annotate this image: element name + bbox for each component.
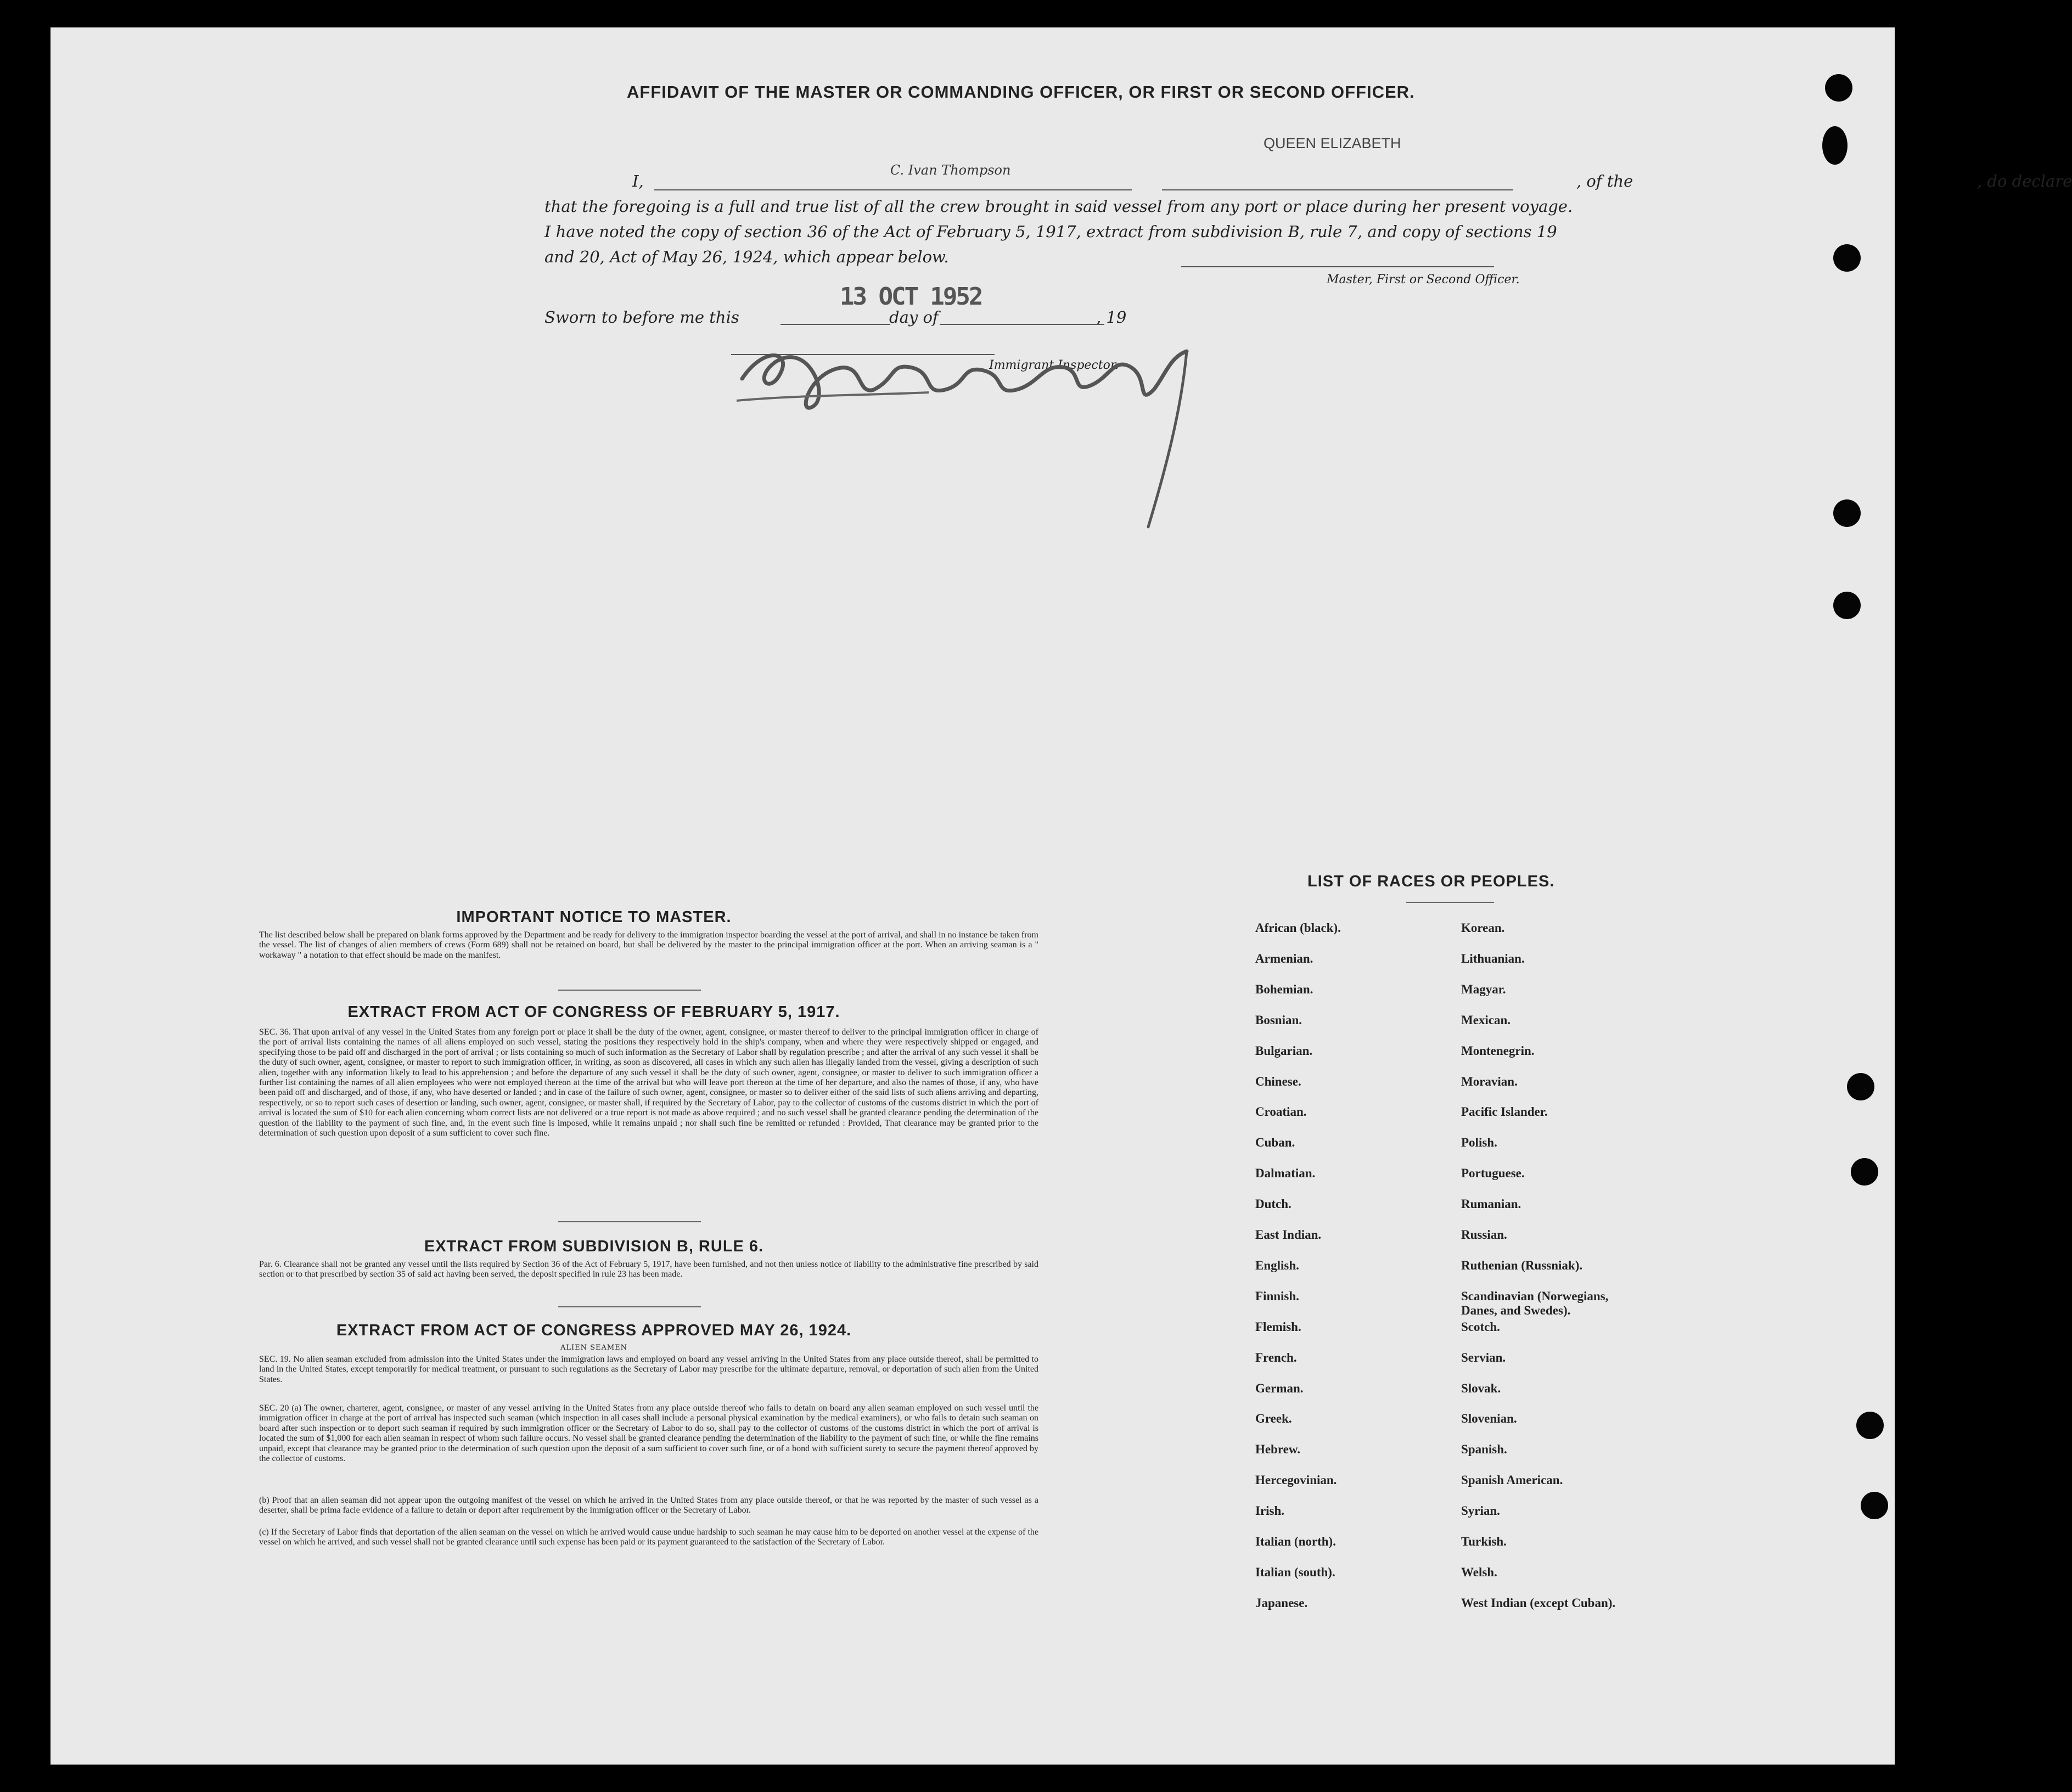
master-caption: Master, First or Second Officer. [1327,273,1520,287]
races-title: LIST OF RACES OR PEOPLES. [1307,873,1555,890]
race-item: Rumanian. [1461,1197,1521,1211]
sworn-year: , 19 [1096,308,1127,327]
affidavit-line-2: that the foregoing is a full and true list of all the crew brought in said vessel from any port or place during her present voyage. [544,197,1573,216]
race-item: Slovenian. [1461,1412,1517,1426]
race-item: Cuban. [1255,1136,1295,1150]
race-item: Korean. [1461,921,1505,935]
race-item: Dutch. [1255,1197,1292,1211]
extract-1924-sec20b: (b) Proof that an alien seaman did not appear upon the outgoing manifest of the vessel on which he arrived in the United States from any place outside thereof, or that he was reported by the master of such vessel as a deserter, shall be prima facie evidence of a failure to detain or deport after requirement by the immigration officer or the Secretary of Labor. [259,1496,1038,1515]
punch-hole [1822,126,1848,165]
race-item: French. [1255,1350,1297,1364]
affidavit-title: AFFIDAVIT OF THE MASTER OR COMMANDING OFFICER, OR FIRST OR SECOND OFFICER. [627,82,1415,102]
divider [558,1306,701,1307]
race-item: Portuguese. [1461,1166,1525,1181]
race-item: Mexican. [1461,1013,1511,1027]
inspector-signature-scribble [731,313,1225,532]
inspector-caption: Immigrant Inspector. [989,358,1119,372]
race-item: Ruthenian (Russniak). [1461,1258,1583,1272]
race-item: Italian (north). [1255,1535,1336,1548]
extract-1924-title: EXTRACT FROM ACT OF CONGRESS APPROVED MAY 26, 1924. [336,1322,852,1339]
affidavit-line-1-i: I, [632,172,644,190]
race-item: German. [1255,1381,1304,1395]
punch-hole [1856,1412,1884,1439]
race-item: Moravian. [1461,1074,1518,1088]
race-item: Flemish. [1255,1319,1301,1334]
affidavit-line-3: I have noted the copy of section 36 of the Act of February 5, 1917, extract from subdivision B, rule 7, and copy of sections 19 [544,222,1557,241]
name-rule [654,189,1132,190]
extract-1917-text: SEC. 36. That upon arrival of any vessel in the United States from any foreign port or place it shall be the duty of the owner, agent, consignee, or master thereof to deliver to the principal immigration officer in charge of the port of arrival lists containing the names of all aliens employed on such vessel, stating the positions they respectively hold in the ship's company, when and where they were respectively shipped or engaged, and specifying those to be paid off and discharged in the port of arrival ; or lists containing so much of such information as the Secretary of Labor shall by regulation prescribe ; and after the arrival of any such vessel it shall be the duty of such owner, agent, consignee, or master to report to such immigration officer, in writing, as soon as discovered, all cases in which any such alien has illegally landed from the vessel, giving a description of such alien, together with any information likely to lead to his apprehension ; and before the departure of any such vessel it shall be the duty of such owner, agent, consignee, or master to deliver to such immigration officer a further list containing the names of all alien employees who were not employed thereon at the time of the arrival but who will leave port thereon at the time of her departure, and also the names of those, if any, who have been paid off and discharged, and of those, if any, who have deserted or landed ; and in case of the failure of such owner, agent, consignee, or master so to deliver either of the said lists of such aliens arriving and departing, respectively, or so to report such cases of desertion or landing, such owner, agent, consignee, or master shall, if required by the Secretary of Labor, pay to the collector of customs of the customs district in which the port of arrival is located the sum of $10 for each alien concerning whom correct lists are not delivered or a true report is not made as above required ; and no such vessel shall be granted clearance pending the determination of the question of the liability to the payment of such fine, and, in the event such fine is imposed, while it remains unpaid ; nor shall such fine be remitted or refunded : Provided, That clearance may be granted prior to the determination of such question upon deposit of a sum sufficient to cover such fine. [259,1027,1038,1138]
punch-hole [1825,74,1852,102]
race-item: Turkish. [1461,1535,1507,1548]
race-item: Bohemian. [1255,982,1313,996]
affidavit-line-1-declare: , do declare [1977,172,2072,190]
race-item: Spanish American. [1461,1473,1563,1487]
race-item: Armenian. [1255,951,1313,965]
race-item: Dalmatian. [1255,1166,1316,1181]
subdivision-text: Par. 6. Clearance shall not be granted any vessel until the lists required by Section 36 of the Act of February 5, 1917, have been furnished, and not then unless notice of liability to the administrative fine prescribed by said section or to that prescribed by section 35 of said act having been served, the deposit specified in rule 23 has been made. [259,1260,1038,1279]
race-item: Scotch. [1461,1319,1500,1334]
race-item: Spanish. [1461,1442,1507,1457]
race-item: Lithuanian. [1461,951,1525,965]
race-item: Italian (south). [1255,1565,1335,1579]
handwritten-master-name: C. Ivan Thompson [890,162,1011,178]
notice-title: IMPORTANT NOTICE TO MASTER. [456,908,732,926]
master-signature-rule [1181,266,1494,267]
sworn-text: Sworn to before me this [544,308,739,327]
punch-hole [1833,499,1861,527]
race-item: Bosnian. [1255,1013,1302,1027]
punch-hole [1847,1073,1874,1100]
race-item: Bulgarian. [1255,1043,1313,1058]
divider [558,990,701,991]
race-item: Pacific Islander. [1461,1105,1548,1119]
race-item: African (black). [1255,921,1341,935]
extract-1917-title: EXTRACT FROM ACT OF CONGRESS OF FEBRUARY 5, 1917. [347,1003,840,1021]
race-item: Finnish. [1255,1289,1299,1303]
extract-1924-sec20c: (c) If the Secretary of Labor finds that deportation of the alien seaman on the vessel on which he arrived would cause undue hardship to such seaman he may cause him to be deported on another vessel at the expense of the vessel on which he arrived, and such vessel shall not be granted clearance until such expense has been paid or its payment guaranteed to the satisfaction of the Secretary of Labor. [259,1527,1038,1547]
race-item: Syrian. [1461,1504,1500,1518]
sworn-day-of: day of [889,308,939,327]
race-item: Magyar. [1461,982,1506,996]
race-item: Welsh. [1461,1565,1497,1579]
punch-hole [1833,592,1861,619]
punch-hole [1833,244,1861,272]
document-page [50,27,2072,1765]
ship-name: QUEEN ELIZABETH [1264,135,1401,151]
extract-1924-sec19: SEC. 19. No alien seaman excluded from admission into the United States under the immigration laws and employed on board any vessel arriving in the United States from any place outside thereof, shall be permitted to land in the United States, except temporarily for medical treatment, or pursuant to such regulations as the Secretary of Labor may prescribe for the ultimate departure, removal, or deportation of such alien from the United States. [259,1355,1038,1384]
race-item: Montenegrin. [1461,1043,1535,1058]
alien-seamen-subtitle: ALIEN SEAMEN [560,1344,628,1352]
race-item: Greek. [1255,1412,1292,1426]
race-item: East Indian. [1255,1228,1322,1242]
vessel-rule [1162,189,1513,190]
divider [558,1221,701,1222]
race-item: Chinese. [1255,1074,1301,1088]
race-item: Scandinavian (Norwegians, Danes, and Swedes). [1461,1289,1609,1317]
notice-text: The list described below shall be prepared on blank forms approved by the Department and be ready for delivery to the immigration inspector boarding the vessel at the port of arrival, and shall in no instance be taken from the vessel. The list of changes of alien members of crews (Form 689) shall not be retained on board, but shall be delivered by the master to the principal immigration officer at the port. When an arriving seaman is a " workaway " a notation to that effect should be made on the manifest. [259,930,1038,960]
extract-1924-sec20a: SEC. 20 (a) The owner, charterer, agent, consignee, or master of any vessel arriving in the United States from any place outside thereof who fails to detain on board any alien seaman employed on such vessel until the immigration officer in charge at the port of arrival has inspected such seaman (which inspection in all cases shall include a personal physical examination by the medical examiners), or who fails to detain such seaman on board after such inspection or to deport such seaman if required by such immigration officer or the Secretary of Labor to do so, shall pay to the collector of customs of the customs district in which the port of arrival is located the sum of $1,000 for each alien seaman in respect of whom such failure occurs. No vessel shall be granted clearance pending the determination of the liability to the payment of such fine, or while the fine remains unpaid, except that clearance may be granted prior to the determination of such question upon the deposit of a sum sufficient to cover such fine, or of a bond with sufficient surety to secure the payment thereof approved by the collector of customs. [259,1403,1038,1464]
race-item: Irish. [1255,1504,1285,1518]
date-stamp: 13 OCT 1952 [840,283,982,311]
race-item: Hebrew. [1255,1442,1300,1457]
race-item: Polish. [1461,1136,1497,1150]
race-item: English. [1255,1258,1299,1272]
race-item: Russian. [1461,1228,1507,1242]
race-item: West Indian (except Cuban). [1461,1596,1616,1610]
race-item: Servian. [1461,1350,1506,1364]
subdivision-title: EXTRACT FROM SUBDIVISION B, RULE 6. [424,1238,764,1255]
punch-hole [1851,1158,1878,1186]
punch-hole [1861,1492,1888,1519]
race-item: Hercegovinian. [1255,1473,1337,1487]
race-item: Japanese. [1255,1596,1308,1610]
race-item: Slovak. [1461,1381,1501,1395]
race-item: Croatian. [1255,1105,1307,1119]
affidavit-line-1-of-the: , of the [1576,172,1633,190]
affidavit-line-4: and 20, Act of May 26, 1924, which appear below. [544,248,949,266]
divider [1406,902,1494,903]
